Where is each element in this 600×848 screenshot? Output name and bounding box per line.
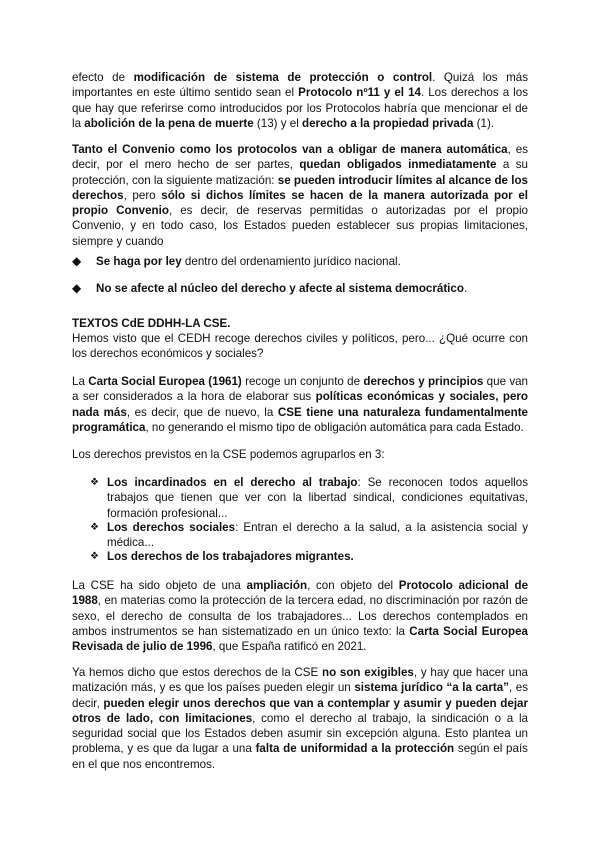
paragraph-a-la-carta xyxy=(72,665,528,772)
bold-text: sistema jurídico “a la carta” xyxy=(354,681,509,695)
bold-text: sólo si dichos límites se hacen de la manera autorizada por el propio Convenio xyxy=(72,188,528,218)
diamond-star-bullet-icon: ❖ xyxy=(90,551,99,562)
bold-text: derecho a la propiedad privada xyxy=(302,116,474,130)
paragraph-agrupacion: Los derechos previstos en la CSE podemos agruparlos en 3: xyxy=(72,448,385,461)
bold-text: Protocolo nº11 y el 14 xyxy=(298,86,421,100)
paragraph-carta-social xyxy=(72,374,528,435)
group-item xyxy=(91,520,528,551)
bold-text: Los derechos de los trabajadores migrantes. xyxy=(107,550,354,563)
text: : Entran el derecho a la salud, a la asistencia social y médica... xyxy=(107,521,528,550)
group-text xyxy=(107,475,528,521)
text: Ya hemos dicho que estos derechos de la CSE xyxy=(72,666,322,679)
text: . Quizá los más importantes en este último sentido sean el xyxy=(72,71,528,100)
bold-text: modificación de sistema de protección o control xyxy=(133,71,433,84)
text: . xyxy=(463,282,468,295)
group-item xyxy=(91,549,528,564)
bold-text: Tanto el Convenio como los protocolos van a obligar de manera automática xyxy=(72,143,508,156)
bold-text: no son exigibles xyxy=(322,666,414,679)
section-heading: TEXTOS CdE DDHH-LA CSE. xyxy=(72,317,231,330)
group-text xyxy=(107,520,528,551)
bold-text: derechos y principios xyxy=(363,375,484,388)
text: (1). xyxy=(473,116,495,130)
text: efecto de xyxy=(72,71,134,84)
diamond-bullet-icon: ◆ xyxy=(72,281,82,295)
text: , con objeto del xyxy=(307,579,399,592)
text: (13) y el xyxy=(253,116,303,130)
text: , que España ratificó en 2021. xyxy=(212,640,367,654)
text: , en materias como la protección de la tercera edad, no discriminación por razón de sexo, el derecho de consulta de los trabajadores... Los derechos contemplados en ambos instrumentos se han sistematizado en un único texto: la xyxy=(72,594,528,638)
bold-text: políticas económicas y sociales, pero nada más xyxy=(72,390,528,419)
text: , es decir, que de nuevo, la xyxy=(126,405,278,419)
text: La CSE ha sido objeto de una xyxy=(72,579,247,592)
bold-text: falta de uniformidad a la protección xyxy=(255,742,455,756)
bold-text: se pueden introducir límites al alcance de los derechos xyxy=(72,173,528,202)
text: , y hay que hacer una matización más, y es que los países pueden elegir un xyxy=(72,666,528,695)
text: que van a ser considerados a la hora de elaborar sus xyxy=(72,375,529,404)
text: recoge un conjunto de xyxy=(241,375,364,388)
paragraph-protocolos xyxy=(72,70,528,131)
bold-text: ampliación xyxy=(246,579,308,592)
text: según el país en el que nos encontremos. xyxy=(72,742,528,771)
diamond-star-bullet-icon: ❖ xyxy=(90,522,99,533)
group-item xyxy=(91,475,528,521)
bold-text: Protocolo adicional de 1988 xyxy=(72,579,529,608)
bold-text: quedan obligados inmediatamente xyxy=(299,158,497,172)
text: . Los derechos a los que hay que referirse como introducidos por los Protocolos habría que mencionar el de la xyxy=(72,86,528,130)
text: , pero xyxy=(123,188,162,202)
text: : Se reconocen todos aquellos trabajos que tienen que ver con la libertad sindical, condiciones equitativas, formación profesional... xyxy=(107,476,528,520)
paragraph-ampliacion xyxy=(72,578,528,654)
bold-text: Los derechos sociales xyxy=(107,521,236,534)
text: , es decir, xyxy=(72,681,528,710)
text: , es decir, por el mero hecho de ser partes, xyxy=(72,143,528,172)
text: dentro del ordenamiento jurídico nacional. xyxy=(181,255,401,268)
bold-text: Carta Social Europea Revisada de julio de 1996 xyxy=(72,624,528,654)
bold-text: abolición de la pena de muerte xyxy=(84,116,254,130)
text: La xyxy=(72,375,89,388)
text: a su protección, con la siguiente matización: xyxy=(72,158,528,187)
bold-text: Carta Social Europea (1961) xyxy=(88,375,242,388)
bullet-text xyxy=(96,254,528,269)
text: , es decir, de reservas permitidas o autorizadas por el propio Convenio, y en todo caso, los Estados pueden establecer sus propias limitaciones, siempre y cuando xyxy=(72,204,528,248)
group-text xyxy=(107,549,528,564)
diamond-star-bullet-icon: ❖ xyxy=(90,477,99,488)
bold-text: Los incardinados en el derecho al trabajo xyxy=(107,476,358,489)
bullet-text xyxy=(96,281,528,296)
bold-text: pueden elegir unos derechos que van a contemplar y asumir y pueden dejar otros de lado, con limitaciones xyxy=(72,696,528,725)
bold-text: Se haga por ley xyxy=(96,255,182,268)
diamond-bullet-icon: ◆ xyxy=(72,254,82,268)
bold-text: CSE tiene una naturaleza fundamentalmente programática xyxy=(72,405,528,434)
paragraph-cedh: Hemos visto que el CEDH recoge derechos civiles y políticos, pero... ¿Qué ocurre con los derechos económicos y sociales? xyxy=(72,332,528,361)
text: , no generando el mismo tipo de obligación automática para cada Estado. xyxy=(145,420,524,434)
paragraph-obligacion-automatica xyxy=(72,142,528,249)
bold-text: No se afecte al núcleo del derecho y afecte al sistema democrático xyxy=(96,282,464,295)
text: , como el derecho al trabajo, la sindicación o a la seguridad social que los Estados deben asumir sin excepción alguna. Esto plantea un problema, y es que da lugar a una xyxy=(72,711,528,756)
